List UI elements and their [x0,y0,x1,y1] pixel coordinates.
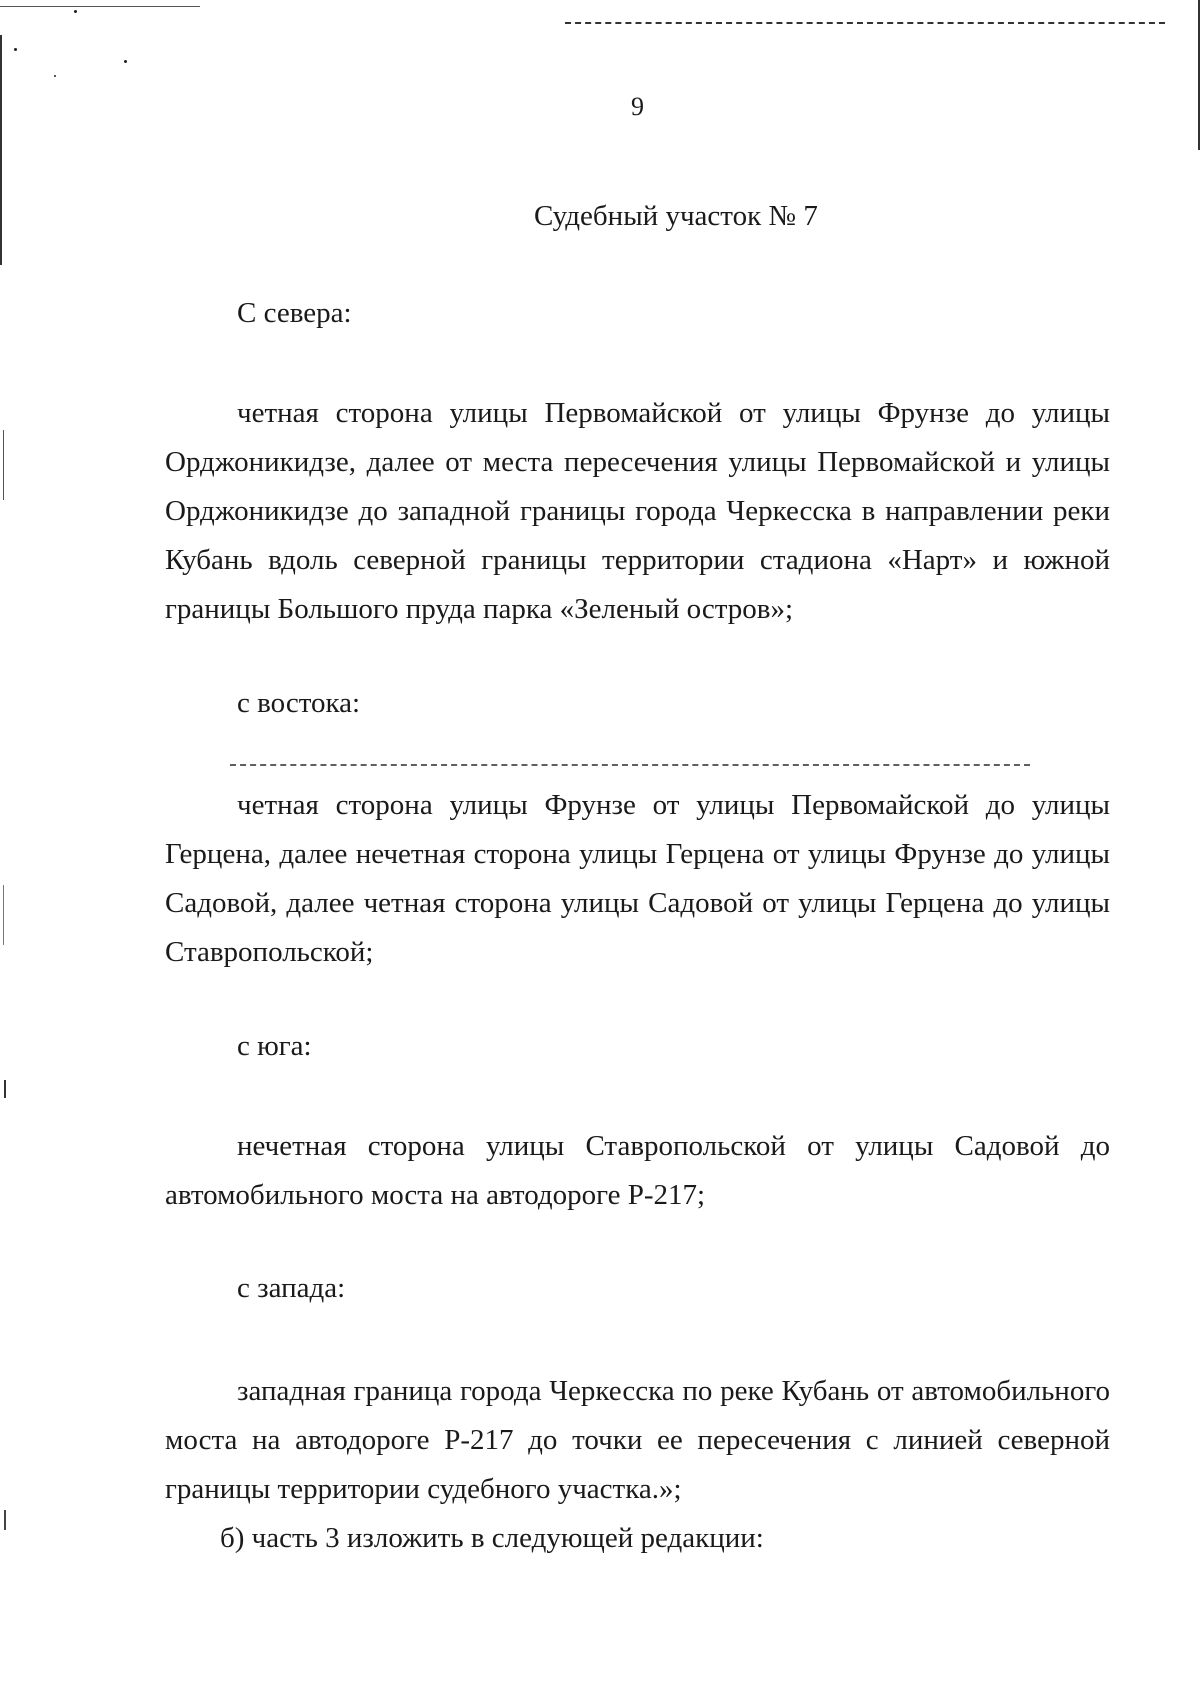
paragraph-south: нечетная сторона улицы Ставропольской от улицы Садовой до автомобильного моста на автодороге Р-217; [165,1130,1110,1211]
heading-south: с юга: [237,1030,312,1062]
section-title: Судебный участок № 7 [534,200,818,232]
heading-north: С севера: [237,297,352,329]
scan-artifact [3,885,4,945]
paragraph-north: четная сторона улицы Первомайской от улицы Фрунзе до улицы Орджоникидзе, далее от места пересечения улицы Первомайской и улицы Орджоникидзе до западной границы города Черкесска в направлении реки Кубань вдоль северной границы территории стадиона «Нарт» и южной границы Большого пруда парка «Зеленый остров»; [165,397,1110,625]
paragraph-west: западная граница города Черкесска по реке Кубань от автомобильного моста на автодороге Р-217 до точки ее пересечения с линией северной границы территории судебного участка.»; [165,1375,1110,1505]
scan-artifact [565,22,1165,24]
scan-artifact [74,10,77,13]
scan-artifact [0,35,2,265]
page-number: 9 [631,92,644,121]
heading-east: с востока: [237,687,361,719]
scan-artifact [4,1080,6,1098]
scan-artifact [230,764,1030,766]
scan-artifact [0,6,200,7]
heading-west: с запада: [237,1272,346,1304]
paragraph-east: четная сторона улицы Фрунзе от улицы Первомайской до улицы Герцена, далее нечетная сторона улицы Герцена от улицы Фрунзе до улицы Садовой, далее четная сторона улицы Садовой от улицы Герцена до улицы Ставропольской; [165,789,1110,968]
closing-line: б) часть 3 изложить в следующей редакции: [220,1522,764,1554]
scan-artifact [4,1510,6,1530]
scan-artifact [14,48,17,51]
scan-artifact [124,60,127,63]
scan-artifact [3,430,4,500]
scan-artifact [54,75,56,77]
